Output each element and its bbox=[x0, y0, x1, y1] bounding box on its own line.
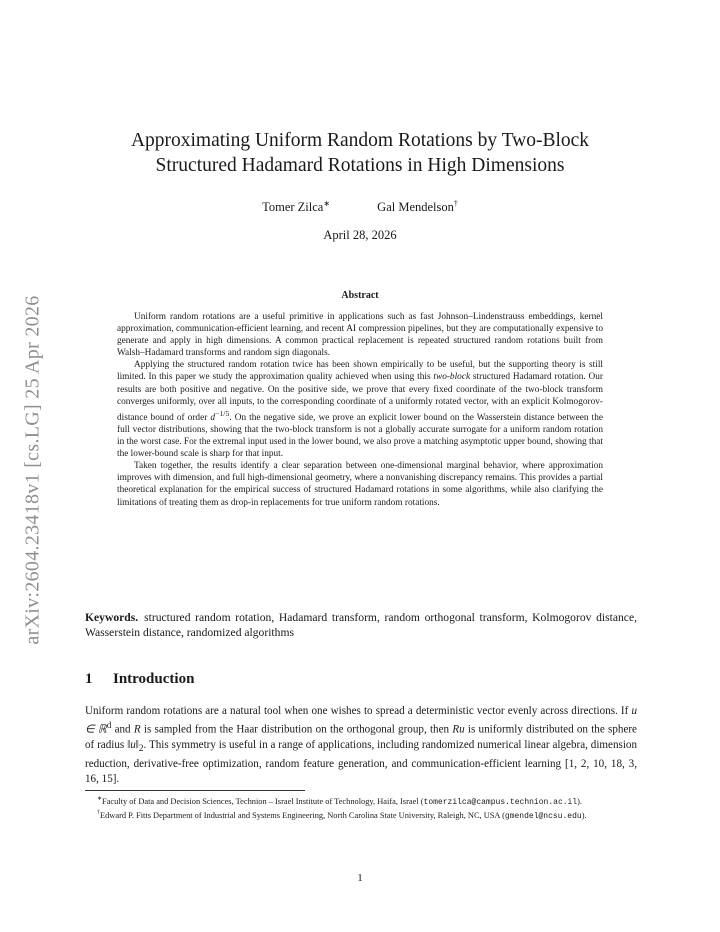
footnotes bbox=[85, 794, 637, 822]
abstract-p2-text-a: Applying the structured random rotation twice has been shown empirically to be useful, but the supporting theory is still limited. In this paper we study the approximation quality achieved when using this bbox=[117, 360, 603, 383]
intro-text-2: and bbox=[111, 723, 134, 736]
paper-title bbox=[100, 128, 620, 178]
abstract-body bbox=[117, 311, 603, 509]
section-number: 1 bbox=[85, 671, 93, 687]
abstract-paragraph-3: Taken together, the results identify a clear separation between one-dimensional marginal behavior, where approximation improves with dimension, and full high-dimensional geometry, where a nonvanishing discrepancy remains. This provides a partial theoretical explanation for the empirical success of structured Hadamard rotations in some algorithms, while also clarifying the limitations of treating them as drop-in replacements for true uniform random rotations. bbox=[117, 461, 603, 508]
intro-math-2: R bbox=[133, 723, 141, 736]
intro-text-1: Uniform random rotations are a natural tool when one wishes to spread a deterministic vector evenly across directions. If bbox=[85, 705, 632, 717]
abstract-p2-math-base: d bbox=[210, 412, 216, 423]
abstract-p2-emphasis: two-block bbox=[433, 372, 471, 383]
footnote-1-text: Faculty of Data and Decision Sciences, Technion – Israel Institute of Technology, Haifa, Israel ( bbox=[102, 796, 424, 806]
keywords-text: structured random rotation, Hadamard transform, random orthogonal transform, Kolmogorov distance, Wasserstein distance, randomized algorithms bbox=[85, 611, 637, 639]
author-list bbox=[100, 199, 620, 215]
abstract-p2-text-b: structured Hadamard rotation. Our results are both positive and negative. On the positive side, we prove that every fixed coordinate of the two-block transform converges uniformly, over all inputs, to the corresponding coordinate of a uniformly rotated vector, with an explicit Kolmogorov-distance bound of order bbox=[117, 372, 603, 423]
intro-math-1-sup: d bbox=[106, 721, 112, 731]
section-title: Introduction bbox=[113, 671, 195, 687]
author-1-mark: ∗ bbox=[323, 199, 331, 208]
intro-math-3: Ru bbox=[452, 723, 465, 736]
author-2-mark: † bbox=[453, 199, 458, 208]
intro-math-1: u ∈ ℝ bbox=[85, 705, 637, 736]
author-2-name: Gal Mendelson bbox=[377, 200, 454, 215]
abstract-paragraph-1: Uniform random rotations are a useful primitive in applications such as fast Johnson–Lindenstrauss embeddings, kernel approximation, communication-efficient learning, and recent AI compression pipelines, but they are computationally expensive to generate and apply in high dimensions. A common practical replacement is repeated structured random rotations built from Walsh–Hadamard transforms and random sign diagonals. bbox=[117, 312, 603, 359]
intro-text-4: is uniformly distributed on the sphere of radius bbox=[85, 723, 637, 751]
introduction-paragraph bbox=[85, 704, 637, 787]
abstract-heading: Abstract bbox=[341, 290, 379, 301]
arxiv-identifier-stamp bbox=[15, 260, 51, 680]
intro-math-4: ‖u‖ bbox=[127, 738, 139, 751]
footnote-1-email: tomerzilca@campus.technion.ac.il bbox=[423, 797, 578, 807]
title-line-2: Structured Hadamard Rotations in High Dimensions bbox=[155, 155, 565, 176]
author-2 bbox=[377, 199, 458, 215]
footnote-2 bbox=[85, 808, 637, 822]
keywords-block bbox=[85, 610, 637, 640]
abstract-paragraph-2 bbox=[117, 359, 603, 460]
footnote-1 bbox=[85, 794, 637, 808]
page-number: 1 bbox=[357, 872, 363, 884]
footnote-1-mark: ∗ bbox=[97, 796, 103, 802]
footnote-2-mark: † bbox=[97, 810, 100, 817]
author-1 bbox=[262, 199, 330, 215]
abstract-p2-math-exponent: −1/5 bbox=[215, 408, 230, 418]
intro-math-4-sub: 2 bbox=[138, 743, 144, 754]
title-line-1: Approximating Uniform Random Rotations by Two-Block bbox=[130, 130, 590, 151]
arxiv-identifier-text: arXiv:2604.23418v1 [cs.LG] 25 Apr 2026 bbox=[21, 295, 44, 645]
keywords-label: Keywords. bbox=[85, 611, 139, 624]
abstract-p2-text-c: . On the negative side, we prove an explicit lower bound on the Wasserstein distance between the full vector distributions, showing that the two-block transform is not a globally accurate surrogate for a uniform random rotation in the worst case. For the extremal input used in the lower bound, we also prove a matching asymptotic upper bound, showing that the lower-bound scale is sharp for that input. bbox=[117, 412, 603, 460]
footnote-2-email: gmendel@ncsu.edu bbox=[504, 811, 582, 821]
footnote-divider bbox=[85, 790, 305, 791]
footnote-1-end: ). bbox=[577, 796, 583, 806]
footnote-2-end: ). bbox=[581, 810, 587, 820]
section-heading-introduction bbox=[85, 671, 194, 688]
author-1-name: Tomer Zilca bbox=[262, 200, 324, 215]
intro-text bbox=[85, 704, 637, 787]
intro-text-5: . This symmetry is useful in a range of applications, including randomized numerical linear algebra, dimension reduction, derivative-free optimization, random feature generation, and communication-efficient learning [1, 2, 10, 18, 3, 16, 15]. bbox=[85, 738, 637, 785]
footnote-2-text: Edward P. Fitts Department of Industrial and Systems Engineering, North Carolina State University, Raleigh, NC, USA ( bbox=[100, 810, 505, 820]
paper-date: April 28, 2026 bbox=[323, 228, 397, 242]
intro-text-3: is sampled from the Haar distribution on the orthogonal group, then bbox=[140, 723, 453, 736]
